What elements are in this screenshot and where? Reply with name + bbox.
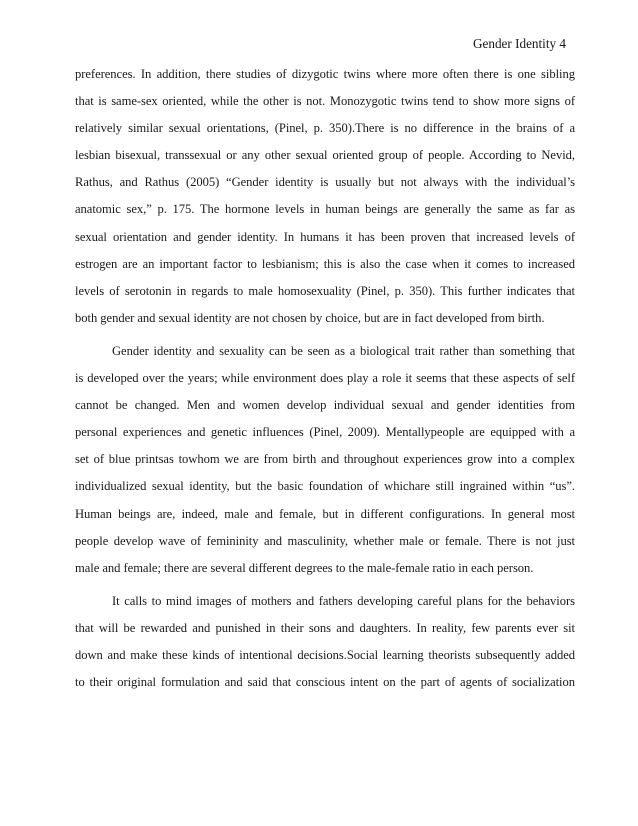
text-line: Rathus, and Rathus (2005) “Gender identity is usually but not always with the individual’s — [75, 175, 575, 190]
running-head: Gender Identity 4 — [472, 36, 566, 51]
text-line: that will be rewarded and punished in their sons and daughters. In reality, few parents ever sit — [75, 620, 575, 635]
text-line: Human beings are, indeed, male and female, but in different configurations. In general most — [75, 506, 575, 521]
text-line: down and make these kinds of intentional decisions.Social learning theorists subsequently added — [75, 647, 575, 662]
text-line: anatomic sex,” p. 175. The hormone levels in human beings are generally the same as far as — [75, 202, 575, 217]
text-line: Gender identity and sexuality can be seen as a biological trait rather than something that — [112, 343, 575, 358]
text-line: people develop wave of femininity and masculinity, whether male or female. There is not just — [75, 533, 575, 548]
text-line: that is same-sex oriented, while the other is not. Monozygotic twins tend to show more signs of — [75, 94, 575, 109]
text-line: sexual orientation and gender identity. In humans it has been proven that increased levels of — [75, 229, 575, 244]
text-line: set of blue printsas towhom we are from birth and throughout experiences grow into a complex — [75, 452, 575, 467]
text-line: individualized sexual identity, but the basic foundation of whichare still ingrained within “us”. — [75, 479, 575, 494]
text-line: relatively similar sexual orientations, (Pinel, p. 350).There is no difference in the brains of a — [75, 121, 575, 136]
paragraph-3 — [75, 588, 575, 696]
paragraph-1 — [75, 61, 575, 332]
text-line: is developed over the years; while environment does play a role it seems that these aspects of self — [75, 371, 575, 386]
paragraph-2 — [75, 338, 575, 582]
text-line: levels of serotonin in regards to male homosexuality (Pinel, p. 350). This further indicates that — [75, 283, 575, 298]
text-line: personal experiences and genetic influences (Pinel, 2009). Mentallypeople are equipped with a — [75, 425, 575, 440]
text-line: estrogen are an important factor to lesbianism; this is also the case when it comes to increased — [75, 256, 575, 271]
text-line: lesbian bisexual, transsexual or any other sexual oriented group of people. According to Nevid, — [75, 148, 575, 163]
text-line: male and female; there are several different degrees to the male-female ratio in each person. — [75, 560, 534, 575]
body-text — [75, 61, 575, 702]
text-line: cannot be changed. Men and women develop individual sexual and gender identities from — [75, 398, 575, 413]
text-line: both gender and sexual identity are not chosen by choice, but are in fact developed from birth. — [75, 310, 545, 325]
text-line: to their original formulation and said that conscious intent on the part of agents of socialization — [75, 675, 575, 690]
text-line: It calls to mind images of mothers and fathers developing careful plans for the behaviors — [112, 593, 575, 608]
text-line: preferences. In addition, there studies of dizygotic twins where more often there is one sibling — [75, 67, 575, 81]
